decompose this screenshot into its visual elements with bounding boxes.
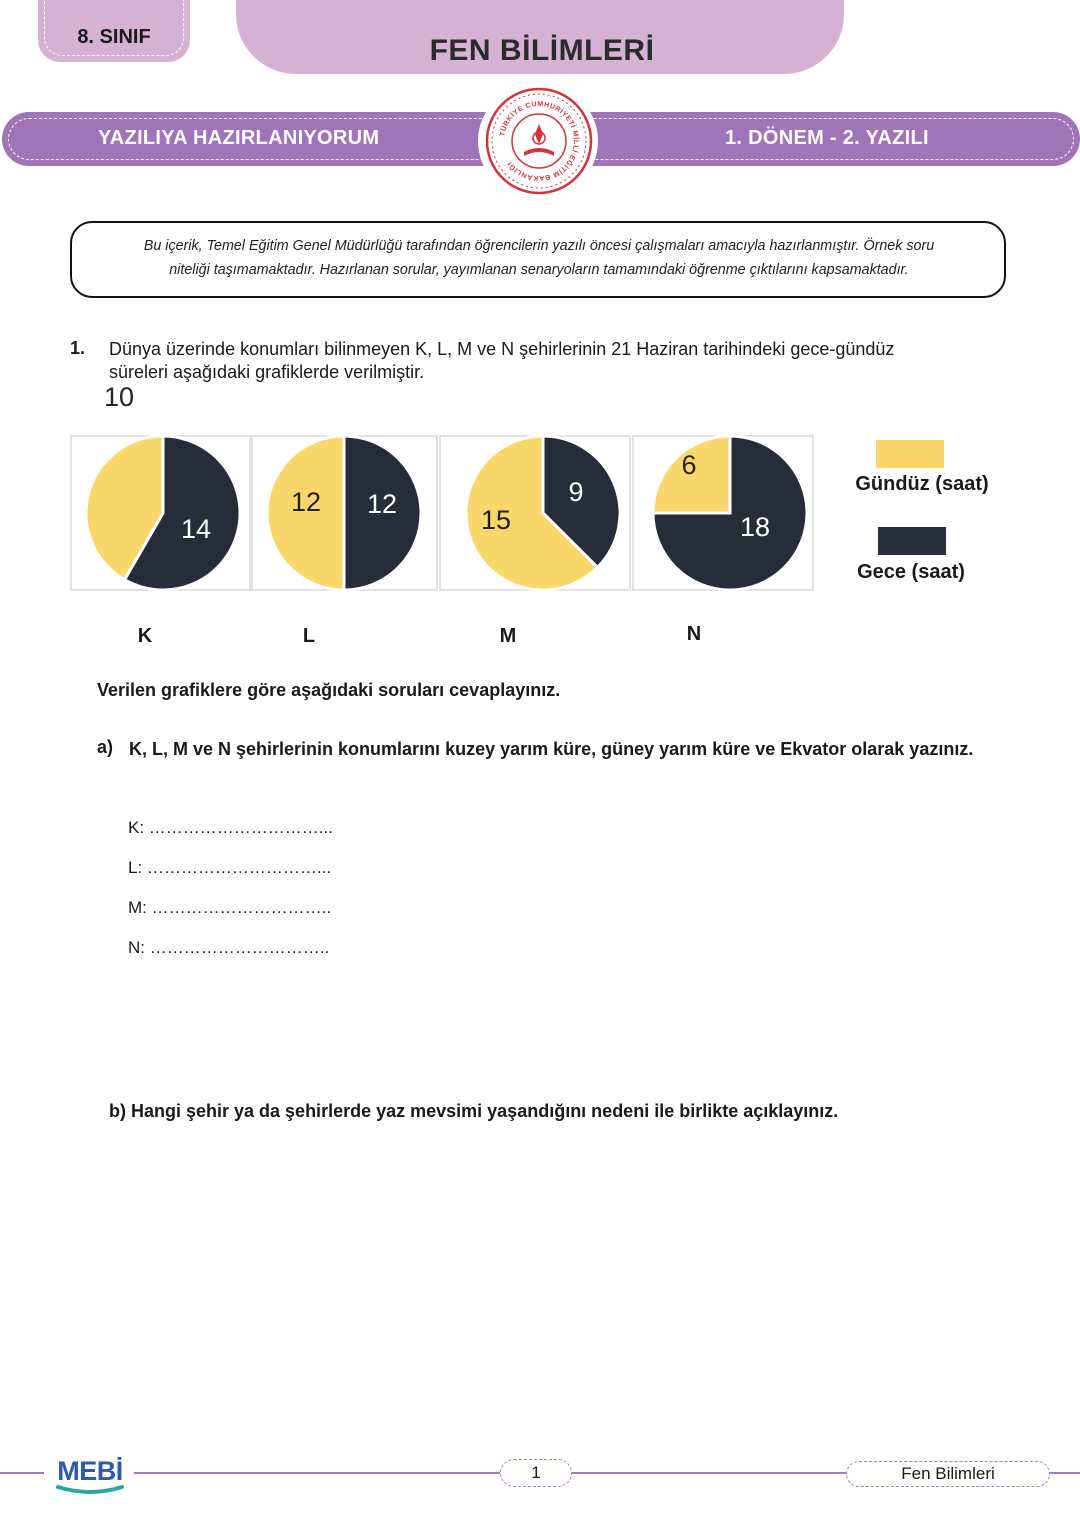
page-title: FEN BİLİMLERİ	[429, 34, 655, 67]
night-value-m: 9	[568, 477, 584, 507]
chart-label-k: K	[137, 625, 153, 647]
mebi-logo-text: MEBİ	[57, 1456, 123, 1486]
part-b-text: b) Hangi şehir ya da şehirlerde yaz mevsimi yaşandığını nedeni ile birlikte açıklayınız.	[109, 1101, 839, 1121]
legend-label-1: Gece (saat)	[857, 561, 965, 583]
legend-swatch-1	[878, 527, 946, 555]
mebi-logo-icon	[50, 1450, 130, 1496]
answer-line-m[interactable]: M: …………………………..	[128, 898, 332, 917]
night-value-k: 14	[180, 514, 212, 544]
answer-line-n[interactable]: N: …………………………..	[128, 938, 330, 957]
question-line-1: Dünya üzerinde konumları bilinmeyen K, L, M ve N şehirlerinin 21 Haziran tarihindeki gece-gündüz	[109, 339, 895, 359]
day-value-l: 12	[290, 487, 322, 517]
legend-label-0: Gündüz (saat)	[855, 473, 989, 495]
instruction-text: Verilen grafiklere göre aşağıdaki soruları cevaplayınız.	[97, 680, 561, 700]
chart-label-m: M	[499, 625, 517, 647]
part-a-text: K, L, M ve N şehirlerinin konumlarını kuzey yarım küre, güney yarım küre ve Ekvator olarak yazınız.	[129, 739, 974, 759]
meb-seal-icon	[484, 86, 594, 196]
info-line-1: Bu içerik, Temel Eğitim Genel Müdürlüğü tarafından öğrencilerin yazılı öncesi çalışmaları amacıyla hazırlanmıştır. Örnek soru	[143, 238, 935, 254]
answer-line-l[interactable]: L: …………………………...	[128, 858, 332, 877]
footer-subject: Fen Bilimleri	[901, 1464, 995, 1483]
chart-label-l: L	[302, 625, 316, 647]
night-value-l: 12	[366, 489, 398, 519]
bar-right-label: 1. DÖNEM - 2. YAZILI	[725, 127, 929, 149]
page-number: 1	[531, 1463, 541, 1482]
info-line-2: niteliği taşımamaktadır. Hazırlanan sorular, yayımlanan senaryoların tamamındaki öğrenme çıktılarını kapsamaktadır.	[169, 262, 909, 278]
night-value-n: 18	[739, 512, 771, 542]
bar-left-label: YAZILIYA HAZIRLANIYORUM	[98, 127, 380, 149]
question-text	[109, 338, 989, 384]
grade-label: 8. SINIF	[77, 26, 151, 48]
day-value-n: 6	[681, 450, 697, 480]
svg-text:☾: ☾	[535, 135, 543, 143]
seal-text: TÜRKİYE CUMHURİYETİ MİLLİ EĞİTİM BAKANLIĞI	[499, 100, 580, 182]
info-text	[90, 234, 988, 282]
legend-swatch-0	[876, 440, 944, 468]
part-a-label: a)	[97, 737, 114, 757]
pie-charts	[0, 382, 1080, 647]
day-value-k: 10	[103, 382, 135, 412]
day-value-m: 15	[480, 505, 512, 535]
question-line-2: süreleri aşağıdaki grafiklerde verilmiştir.	[109, 362, 425, 382]
question-number: 1.	[70, 338, 86, 358]
chart-label-n: N	[686, 623, 702, 645]
answer-line-k[interactable]: K: …………………………...	[128, 818, 333, 837]
